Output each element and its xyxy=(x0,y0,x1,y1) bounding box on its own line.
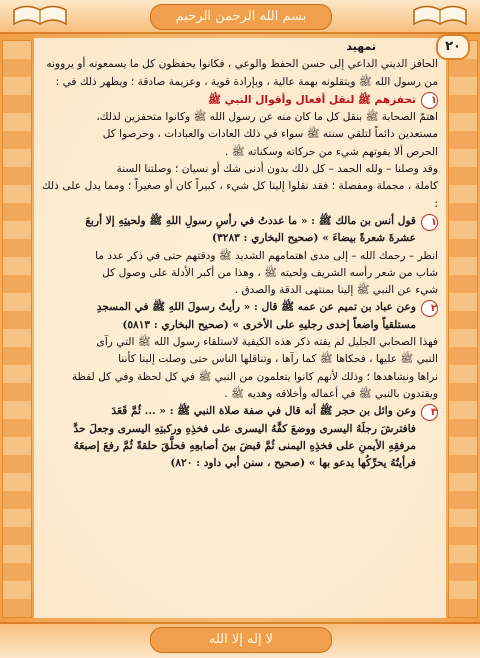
hadith-number-badge: ٣ xyxy=(421,404,438,421)
hadith-line: وعن عباد بن تميم عن عمه ﷺ قال : « رأيتُ رسولَ اللهِ ﷺ في المسجدِ xyxy=(96,301,416,314)
hadith-number-badge: ٢ xyxy=(421,300,438,317)
commentary-line: انظر – رحمك الله – إلى مدى اهتمامهم الشديد ﷺ ودقتهم حتى في ذكر عدد ما xyxy=(95,249,438,262)
hadith-line: مرفقِهِ الأيمنِ على فخذِهِ اليمنى ثُمَّ قبضَ بينَ أصابعِهِ فحلَّقَ حلقةً ثُمَّ رفعَ إصبعَهُ xyxy=(73,439,416,452)
hadith-block xyxy=(42,403,438,472)
commentary-line: فهذا الصحابي الجليل لم يفته ذكر هذه الكيفية لاستلقاء رسول الله ﷺ التي رآى xyxy=(96,336,438,349)
hadith-line: فافترشَ رجلَهُ اليسرى ووضعَ كفَّهُ اليسرى على فخذِهِ وركبتِهِ اليسرى وجعلَ حدَّ xyxy=(73,422,416,435)
page-number: ٢٠ xyxy=(436,34,470,60)
hadith-block xyxy=(42,213,438,248)
right-ornament-border xyxy=(448,40,478,618)
hadith-block xyxy=(42,299,438,334)
page-content xyxy=(34,38,446,618)
body-line: الحرص ألا يفوتهم شيء من حركاته وسكناته ﷺ . xyxy=(224,145,438,158)
commentary-line: شاب من شعر رأسه الشريف ولحيته ﷺ ، وهذا من أكبر الأدلة على وصول كل xyxy=(102,266,438,279)
point-number-badge: ١ xyxy=(421,92,438,109)
intro-line: الحافز الديني الداعي إلى حسن الحفظ والوعي ، فكانوا يحفظون كل ما يسمعونه أو يروونه xyxy=(46,58,438,71)
hadith-line: مستلقياً واضعاً إحدى رجليهِ على الأخرى » (صحيح البخاري : ٥٨١٣) xyxy=(122,318,416,331)
hadith-line: فرأيتُهُ يحرِّكُها يدعو بها » (صحيح ، سنن أبي داود : ٨٢٠) xyxy=(170,457,416,470)
hadith-line: عشرةَ شعرةً بيضاءَ » (صحيح البخاري : ٣٢٨٣) xyxy=(212,232,416,245)
basmala-banner xyxy=(150,4,332,30)
basmala-text: بسم الله الرحمن الرحيم xyxy=(175,9,307,24)
body-line: كاملة ، مجملة ومفصلة ؛ فقد نقلوا إلينا كل شيء ، كبيراً كان أو صغيراً ؛ ومما يدل على ذلك : xyxy=(42,180,438,210)
hadith-line: وعن وائل بن حجر ﷺ أنه قال في صفة صلاة النبي ﷺ : « ... ثُمَّ قَعَدَ xyxy=(111,405,416,418)
shahada-banner xyxy=(150,627,332,653)
point-heading xyxy=(42,92,438,109)
body-line: اهتمّ الصحابة ﷺ بنقل كل ما كان منه عن رسول الله ﷺ وكانوا متحفزين لذلك، xyxy=(96,111,438,124)
body-line: مستعدين دائماً لتلقي سنته ﷺ سواء في ذلك العادات والعبادات ، وحرصوا كل xyxy=(102,128,438,141)
commentary-line: ويقتدون بالنبي ﷺ في أعماله وأخلاقه وهديه ﷺ . xyxy=(224,387,438,400)
point-heading-text: تحفزهم ﷺ لنقل أفعال وأقوال النبي ﷺ xyxy=(208,93,416,106)
hadith-line: قول أنس بن مالك ﷺ : « ما عددتُ في رأسِ رسولِ اللهِ ﷺ ولحيتِهِ إلا أربعَ xyxy=(85,214,416,227)
open-book-icon xyxy=(410,4,470,28)
commentary-line: النبي ﷺ عليها ، فحكاها ﷺ كما رآها ، وتناقلها الناس حتى وصلت إلينا كأننا xyxy=(118,353,438,366)
hadith-number-badge: ١ xyxy=(421,214,438,231)
intro-line: من رسول الله ﷺ ويتقلونه بهمة عالية ، وبإرادة قوية ، وعزيمة صادقة ؛ ويظهر ذلك في : xyxy=(55,75,438,88)
body-line: وقد وصلنا – ولله الحمد – كل ذلك بدون أدنى شك أو نسيان ؛ وصلتنا السنة xyxy=(116,163,438,176)
commentary-line: نراها ونشاهدها ؛ وذلك لأنهم كانوا يتعلمون من النبي ﷺ في كل لحظة وفي كل لفظة xyxy=(71,370,438,383)
left-ornament-border xyxy=(2,40,32,618)
section-label: تمهيد xyxy=(346,40,376,53)
commentary-line: شيء عن النبي ﷺ إلينا بمنتهى الدقة والصدق . xyxy=(234,284,438,297)
shahada-text: لا إله إلا الله xyxy=(208,632,274,647)
open-book-icon xyxy=(10,4,70,28)
